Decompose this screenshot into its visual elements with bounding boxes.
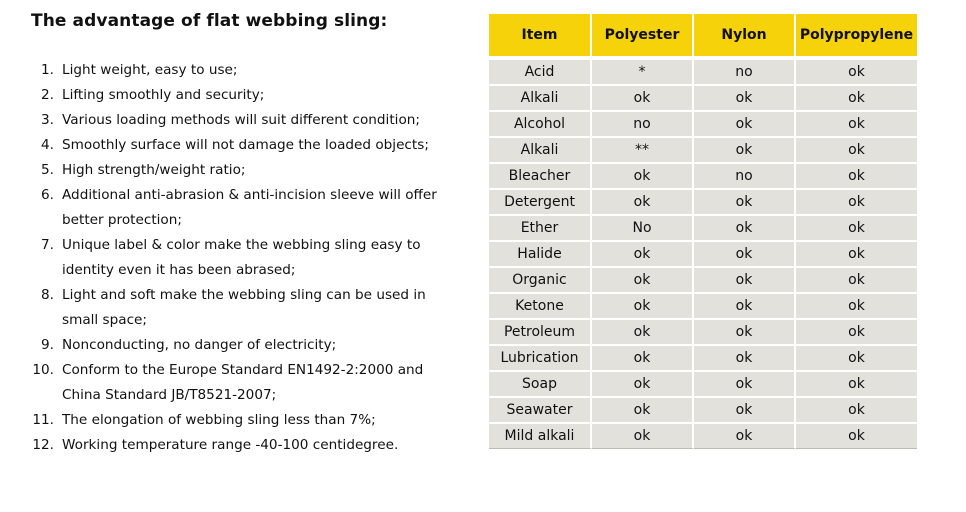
table-row — [489, 242, 917, 268]
table-row — [489, 268, 917, 294]
list-item — [26, 283, 466, 333]
cell-polyester: ok — [592, 372, 694, 398]
cell-item: Seawater — [489, 398, 592, 424]
list-item-number: 4. — [41, 137, 54, 153]
cell-nylon: no — [694, 164, 796, 190]
list-item-text: Working temperature range -40-100 centidegree. — [62, 437, 399, 453]
list-item — [26, 233, 466, 283]
table-body — [489, 56, 917, 449]
page-title: The advantage of flat webbing sling: — [31, 11, 388, 31]
cell-polypropylene: ok — [796, 346, 917, 372]
list-item-text: Light and soft make the webbing sling can be used in — [62, 287, 426, 303]
table-row — [489, 424, 917, 449]
cell-polyester: ok — [592, 320, 694, 346]
cell-item: Petroleum — [489, 320, 592, 346]
cell-item: Bleacher — [489, 164, 592, 190]
list-item-number: 9. — [41, 337, 54, 353]
cell-polypropylene: ok — [796, 190, 917, 216]
list-item — [26, 433, 466, 458]
cell-polyester: no — [592, 112, 694, 138]
header-polyester: Polyester — [592, 14, 694, 56]
list-item-text: High strength/weight ratio; — [62, 162, 246, 178]
list-item-text: Additional anti-abrasion & anti-incision sleeve will offer — [62, 187, 437, 203]
table-row — [489, 138, 917, 164]
cell-polypropylene: ok — [796, 60, 917, 86]
list-item — [26, 333, 466, 358]
cell-nylon: ok — [694, 398, 796, 424]
list-item — [26, 58, 466, 83]
table-row — [489, 164, 917, 190]
list-item-number: 10. — [32, 362, 54, 378]
table-header-row — [489, 14, 917, 56]
list-item — [26, 133, 466, 158]
cell-nylon: ok — [694, 346, 796, 372]
list-item-text: small space; — [62, 312, 147, 328]
list-item-text: Various loading methods will suit different condition; — [62, 112, 420, 128]
cell-nylon: ok — [694, 294, 796, 320]
cell-item: Ketone — [489, 294, 592, 320]
list-item-text: Smoothly surface will not damage the loaded objects; — [62, 137, 429, 153]
cell-polypropylene: ok — [796, 320, 917, 346]
list-item-number: 7. — [41, 237, 54, 253]
list-item — [26, 408, 466, 433]
cell-item: Soap — [489, 372, 592, 398]
table-row — [489, 112, 917, 138]
cell-item: Ether — [489, 216, 592, 242]
list-item-number: 11. — [32, 412, 54, 428]
cell-polypropylene: ok — [796, 268, 917, 294]
cell-nylon: ok — [694, 86, 796, 112]
list-item-number: 12. — [32, 437, 54, 453]
cell-nylon: ok — [694, 242, 796, 268]
table-row — [489, 398, 917, 424]
cell-polypropylene: ok — [796, 294, 917, 320]
cell-polyester: ok — [592, 294, 694, 320]
cell-item: Detergent — [489, 190, 592, 216]
cell-polypropylene: ok — [796, 242, 917, 268]
list-item-number: 6. — [41, 187, 54, 203]
cell-polyester: ok — [592, 268, 694, 294]
cell-item: Halide — [489, 242, 592, 268]
list-item-text: Nonconducting, no danger of electricity; — [62, 337, 337, 353]
header-item: Item — [489, 14, 592, 56]
table-row — [489, 86, 917, 112]
list-item — [26, 183, 466, 233]
table-row — [489, 190, 917, 216]
cell-nylon: ok — [694, 138, 796, 164]
table-row — [489, 320, 917, 346]
cell-nylon: ok — [694, 424, 796, 449]
cell-polyester: * — [592, 60, 694, 86]
cell-polyester: No — [592, 216, 694, 242]
table-row — [489, 346, 917, 372]
list-item-number: 3. — [41, 112, 54, 128]
header-nylon: Nylon — [694, 14, 796, 56]
list-item-text: The elongation of webbing sling less than 7%; — [62, 412, 376, 428]
cell-polyester: ok — [592, 346, 694, 372]
list-item — [26, 358, 466, 408]
list-item — [26, 83, 466, 108]
cell-nylon: ok — [694, 190, 796, 216]
list-item-text: Unique label & color make the webbing sling easy to — [62, 237, 421, 253]
cell-polypropylene: ok — [796, 372, 917, 398]
cell-item: Alkali — [489, 86, 592, 112]
advantage-list — [26, 58, 466, 458]
list-item-text: better protection; — [62, 212, 182, 228]
cell-polypropylene: ok — [796, 424, 917, 449]
list-item-number: 2. — [41, 87, 54, 103]
cell-polypropylene: ok — [796, 398, 917, 424]
cell-nylon: ok — [694, 372, 796, 398]
cell-item: Mild alkali — [489, 424, 592, 449]
cell-nylon: ok — [694, 216, 796, 242]
list-item-number: 8. — [41, 287, 54, 303]
cell-nylon: ok — [694, 320, 796, 346]
cell-polypropylene: ok — [796, 86, 917, 112]
cell-polypropylene: ok — [796, 216, 917, 242]
cell-polypropylene: ok — [796, 164, 917, 190]
table-row — [489, 60, 917, 86]
cell-item: Lubrication — [489, 346, 592, 372]
list-item-text: Conform to the Europe Standard EN1492-2:2000 and — [62, 362, 424, 378]
table-row — [489, 294, 917, 320]
list-item-text: Light weight, easy to use; — [62, 62, 238, 78]
cell-nylon: no — [694, 60, 796, 86]
list-item-text: China Standard JB/T8521-2007; — [62, 387, 277, 403]
list-item-number: 5. — [41, 162, 54, 178]
cell-polyester: ok — [592, 190, 694, 216]
cell-polypropylene: ok — [796, 138, 917, 164]
list-item-text: identity even it has been abrased; — [62, 262, 296, 278]
list-item-text: Lifting smoothly and security; — [62, 87, 265, 103]
cell-polyester: ** — [592, 138, 694, 164]
cell-polyester: ok — [592, 424, 694, 449]
cell-polyester: ok — [592, 398, 694, 424]
cell-polyester: ok — [592, 164, 694, 190]
list-item — [26, 158, 466, 183]
cell-item: Alcohol — [489, 112, 592, 138]
cell-nylon: ok — [694, 268, 796, 294]
cell-item: Acid — [489, 60, 592, 86]
chemical-resistance-table — [489, 14, 917, 449]
cell-nylon: ok — [694, 112, 796, 138]
cell-item: Organic — [489, 268, 592, 294]
header-polypropylene: Polypropylene — [796, 14, 917, 56]
cell-item: Alkali — [489, 138, 592, 164]
list-item — [26, 108, 466, 133]
cell-polyester: ok — [592, 86, 694, 112]
table-row — [489, 216, 917, 242]
table-row — [489, 372, 917, 398]
list-item-number: 1. — [41, 62, 54, 78]
cell-polypropylene: ok — [796, 112, 917, 138]
cell-polyester: ok — [592, 242, 694, 268]
